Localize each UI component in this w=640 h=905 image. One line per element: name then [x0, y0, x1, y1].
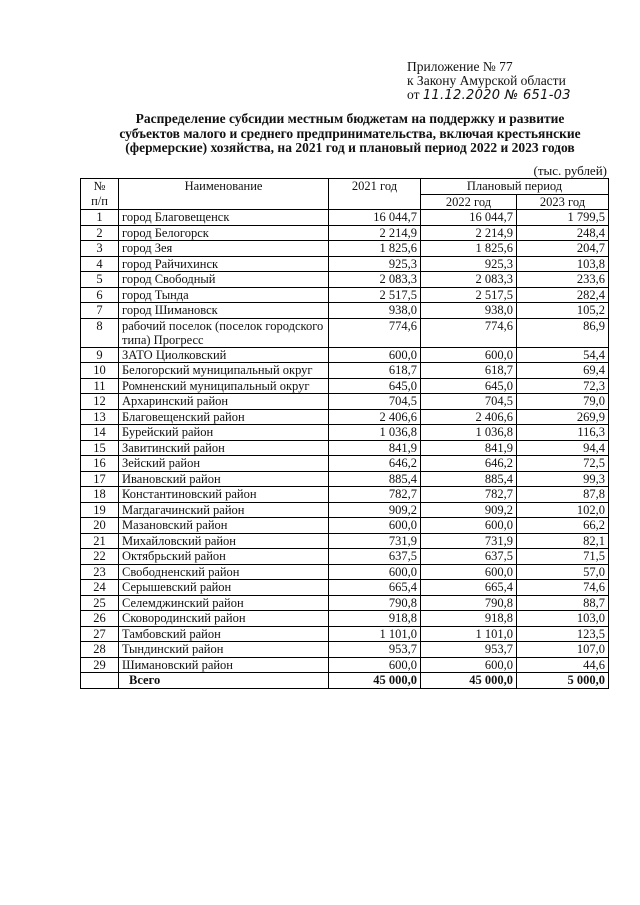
table-row: [81, 502, 609, 518]
title-line-2: субъектов малого и среднего предпринимательства, включая крестьянские: [119, 125, 581, 141]
total-2022: 45 000,0: [421, 673, 517, 689]
row-value-2021: 645,0: [329, 378, 421, 394]
table-row: [81, 241, 609, 257]
table-row: [81, 425, 609, 441]
row-value-2023: 103,0: [517, 611, 609, 627]
table-row: [81, 225, 609, 241]
row-number: 9: [81, 347, 119, 363]
row-number: 19: [81, 502, 119, 518]
row-number: 3: [81, 241, 119, 257]
handwritten-date-number: 11.12.2020 № 651-03: [422, 88, 571, 103]
subsidy-table: [80, 178, 609, 689]
row-value-2022: 600,0: [421, 518, 517, 534]
table-row: [81, 272, 609, 288]
row-value-2022: 885,4: [421, 471, 517, 487]
table-row: [81, 210, 609, 226]
row-value-2023: 99,3: [517, 471, 609, 487]
table-row: [81, 487, 609, 503]
row-name: Благовещенский район: [119, 409, 329, 425]
row-name: Серышевский район: [119, 580, 329, 596]
row-value-2022: 1 036,8: [421, 425, 517, 441]
row-value-2021: 841,9: [329, 440, 421, 456]
row-value-2021: 600,0: [329, 347, 421, 363]
row-name: город Тында: [119, 287, 329, 303]
table-row: [81, 363, 609, 379]
table-row: [81, 287, 609, 303]
row-value-2021: 646,2: [329, 456, 421, 472]
row-name: город Белогорск: [119, 225, 329, 241]
row-name: Бурейский район: [119, 425, 329, 441]
table-row: [81, 595, 609, 611]
row-value-2022: 841,9: [421, 440, 517, 456]
table-row: [81, 409, 609, 425]
row-name: Мазановский район: [119, 518, 329, 534]
row-value-2023: 269,9: [517, 409, 609, 425]
row-name: Тындинский район: [119, 642, 329, 658]
row-value-2022: 774,6: [421, 318, 517, 347]
row-name: Зейский район: [119, 456, 329, 472]
table-row: [81, 347, 609, 363]
row-value-2023: 82,1: [517, 533, 609, 549]
row-name: Белогорский муниципальный округ: [119, 363, 329, 379]
row-number: 14: [81, 425, 119, 441]
row-value-2023: 102,0: [517, 502, 609, 518]
row-value-2021: 885,4: [329, 471, 421, 487]
row-value-2021: 782,7: [329, 487, 421, 503]
title-line-1: Распределение субсидии местным бюджетам на поддержку и развитие: [135, 111, 565, 126]
row-name: город Зея: [119, 241, 329, 257]
table-row: [81, 657, 609, 673]
row-number: 7: [81, 303, 119, 319]
row-value-2021: 925,3: [329, 256, 421, 272]
row-value-2022: 938,0: [421, 303, 517, 319]
header-planned-period: Плановый период: [421, 179, 609, 195]
row-value-2023: 282,4: [517, 287, 609, 303]
row-name: город Свободный: [119, 272, 329, 288]
row-value-2022: 600,0: [421, 564, 517, 580]
row-number: 5: [81, 272, 119, 288]
row-number: 2: [81, 225, 119, 241]
row-value-2023: 74,6: [517, 580, 609, 596]
header-2022: 2022 год: [421, 194, 517, 210]
row-value-2022: 704,5: [421, 394, 517, 410]
row-number: 15: [81, 440, 119, 456]
row-value-2022: 2 083,3: [421, 272, 517, 288]
row-name: рабочий поселок (поселок городского типа) Прогресс: [119, 318, 329, 347]
row-number: 21: [81, 533, 119, 549]
row-value-2022: 600,0: [421, 347, 517, 363]
header-name: Наименование: [119, 179, 329, 195]
row-value-2021: 953,7: [329, 642, 421, 658]
row-number: 23: [81, 564, 119, 580]
row-number: 17: [81, 471, 119, 487]
row-value-2022: 782,7: [421, 487, 517, 503]
row-value-2021: 774,6: [329, 318, 421, 347]
row-value-2022: 918,8: [421, 611, 517, 627]
row-name: город Шимановск: [119, 303, 329, 319]
row-value-2023: 71,5: [517, 549, 609, 565]
row-value-2023: 233,6: [517, 272, 609, 288]
row-name: Тамбовский район: [119, 626, 329, 642]
table-row: [81, 303, 609, 319]
row-value-2023: 69,4: [517, 363, 609, 379]
row-value-2022: 925,3: [421, 256, 517, 272]
row-number: 8: [81, 318, 119, 347]
row-name: Шимановский район: [119, 657, 329, 673]
row-value-2021: 790,8: [329, 595, 421, 611]
row-value-2021: 918,8: [329, 611, 421, 627]
row-number: 20: [81, 518, 119, 534]
row-value-2023: 204,7: [517, 241, 609, 257]
row-value-2022: 665,4: [421, 580, 517, 596]
table-row: [81, 549, 609, 565]
row-value-2023: 72,3: [517, 378, 609, 394]
row-value-2021: 704,5: [329, 394, 421, 410]
row-number: 16: [81, 456, 119, 472]
row-value-2022: 637,5: [421, 549, 517, 565]
row-value-2023: 116,3: [517, 425, 609, 441]
row-name: Михайловский район: [119, 533, 329, 549]
row-number: 28: [81, 642, 119, 658]
units-label: (тыс. рублей): [533, 163, 607, 178]
row-name: Архаринский район: [119, 394, 329, 410]
row-value-2021: 731,9: [329, 533, 421, 549]
table-row: [81, 580, 609, 596]
row-value-2021: 637,5: [329, 549, 421, 565]
row-name: город Райчихинск: [119, 256, 329, 272]
header-name-cont: [119, 194, 329, 210]
table-body: [81, 210, 609, 673]
table-row: [81, 318, 609, 347]
row-value-2022: 953,7: [421, 642, 517, 658]
header-num-2: п/п: [81, 194, 119, 210]
header-2021-cont: [329, 194, 421, 210]
row-value-2023: 44,6: [517, 657, 609, 673]
row-value-2021: 600,0: [329, 657, 421, 673]
row-value-2022: 2 406,6: [421, 409, 517, 425]
row-value-2022: 2 214,9: [421, 225, 517, 241]
total-num: [81, 673, 119, 689]
row-number: 12: [81, 394, 119, 410]
row-value-2023: 94,4: [517, 440, 609, 456]
table-row: [81, 394, 609, 410]
row-number: 11: [81, 378, 119, 394]
table-row: [81, 564, 609, 580]
row-value-2022: 645,0: [421, 378, 517, 394]
row-value-2021: 1 825,6: [329, 241, 421, 257]
header-num: №: [81, 179, 119, 195]
row-value-2022: 1 825,6: [421, 241, 517, 257]
row-name: ЗАТО Циолковский: [119, 347, 329, 363]
row-value-2021: 909,2: [329, 502, 421, 518]
row-number: 18: [81, 487, 119, 503]
table-row: [81, 256, 609, 272]
row-number: 6: [81, 287, 119, 303]
row-number: 10: [81, 363, 119, 379]
row-value-2021: 1 036,8: [329, 425, 421, 441]
row-number: 25: [81, 595, 119, 611]
row-value-2023: 87,8: [517, 487, 609, 503]
row-value-2021: 16 044,7: [329, 210, 421, 226]
row-name: Селемджинский район: [119, 595, 329, 611]
table-row: [81, 611, 609, 627]
row-value-2022: 2 517,5: [421, 287, 517, 303]
row-value-2021: 938,0: [329, 303, 421, 319]
row-name: Ивановский район: [119, 471, 329, 487]
document-title: [80, 112, 620, 156]
row-name: Сковородинский район: [119, 611, 329, 627]
table-row: [81, 456, 609, 472]
row-number: 22: [81, 549, 119, 565]
table-row: [81, 533, 609, 549]
row-number: 24: [81, 580, 119, 596]
row-value-2022: 909,2: [421, 502, 517, 518]
title-line-3: (фермерские) хозяйства, на 2021 год и плановый период 2022 и 2023 годов: [125, 140, 575, 155]
total-2021: 45 000,0: [329, 673, 421, 689]
total-row: [81, 673, 609, 689]
row-value-2022: 790,8: [421, 595, 517, 611]
row-value-2021: 1 101,0: [329, 626, 421, 642]
table-row: [81, 642, 609, 658]
row-value-2023: 103,8: [517, 256, 609, 272]
row-number: 1: [81, 210, 119, 226]
row-number: 27: [81, 626, 119, 642]
row-name: город Благовещенск: [119, 210, 329, 226]
row-value-2023: 66,2: [517, 518, 609, 534]
row-value-2021: 2 083,3: [329, 272, 421, 288]
row-value-2023: 123,5: [517, 626, 609, 642]
appendix-date-prefix: от: [407, 87, 420, 102]
row-name: Завитинский район: [119, 440, 329, 456]
appendix-number: Приложение № 77: [407, 59, 513, 74]
row-value-2023: 72,5: [517, 456, 609, 472]
row-name: Свободненский район: [119, 564, 329, 580]
row-value-2022: 1 101,0: [421, 626, 517, 642]
row-name: Октябрьский район: [119, 549, 329, 565]
row-number: 4: [81, 256, 119, 272]
row-value-2023: 54,4: [517, 347, 609, 363]
row-value-2021: 665,4: [329, 580, 421, 596]
appendix-date: [407, 88, 571, 103]
row-value-2021: 600,0: [329, 564, 421, 580]
row-value-2021: 2 214,9: [329, 225, 421, 241]
table-row: [81, 518, 609, 534]
row-value-2023: 105,2: [517, 303, 609, 319]
row-value-2022: 16 044,7: [421, 210, 517, 226]
header-2021: 2021 год: [329, 179, 421, 195]
row-value-2021: 2 517,5: [329, 287, 421, 303]
row-value-2023: 248,4: [517, 225, 609, 241]
row-number: 13: [81, 409, 119, 425]
row-value-2022: 646,2: [421, 456, 517, 472]
row-value-2023: 1 799,5: [517, 210, 609, 226]
appendix-block: [407, 60, 571, 103]
table-row: [81, 471, 609, 487]
total-label: Всего: [119, 673, 329, 689]
row-value-2023: 86,9: [517, 318, 609, 347]
row-value-2021: 2 406,6: [329, 409, 421, 425]
row-name: Магдагачинский район: [119, 502, 329, 518]
total-2023: 5 000,0: [517, 673, 609, 689]
appendix-law: к Закону Амурской области: [407, 73, 566, 88]
row-name: Константиновский район: [119, 487, 329, 503]
row-number: 29: [81, 657, 119, 673]
table-row: [81, 440, 609, 456]
row-number: 26: [81, 611, 119, 627]
row-value-2023: 107,0: [517, 642, 609, 658]
row-value-2021: 618,7: [329, 363, 421, 379]
row-value-2022: 731,9: [421, 533, 517, 549]
row-value-2023: 79,0: [517, 394, 609, 410]
row-value-2022: 618,7: [421, 363, 517, 379]
row-value-2021: 600,0: [329, 518, 421, 534]
row-name: Ромненский муниципальный округ: [119, 378, 329, 394]
row-value-2023: 88,7: [517, 595, 609, 611]
row-value-2022: 600,0: [421, 657, 517, 673]
table-row: [81, 626, 609, 642]
table-row: [81, 378, 609, 394]
header-2023: 2023 год: [517, 194, 609, 210]
row-value-2023: 57,0: [517, 564, 609, 580]
